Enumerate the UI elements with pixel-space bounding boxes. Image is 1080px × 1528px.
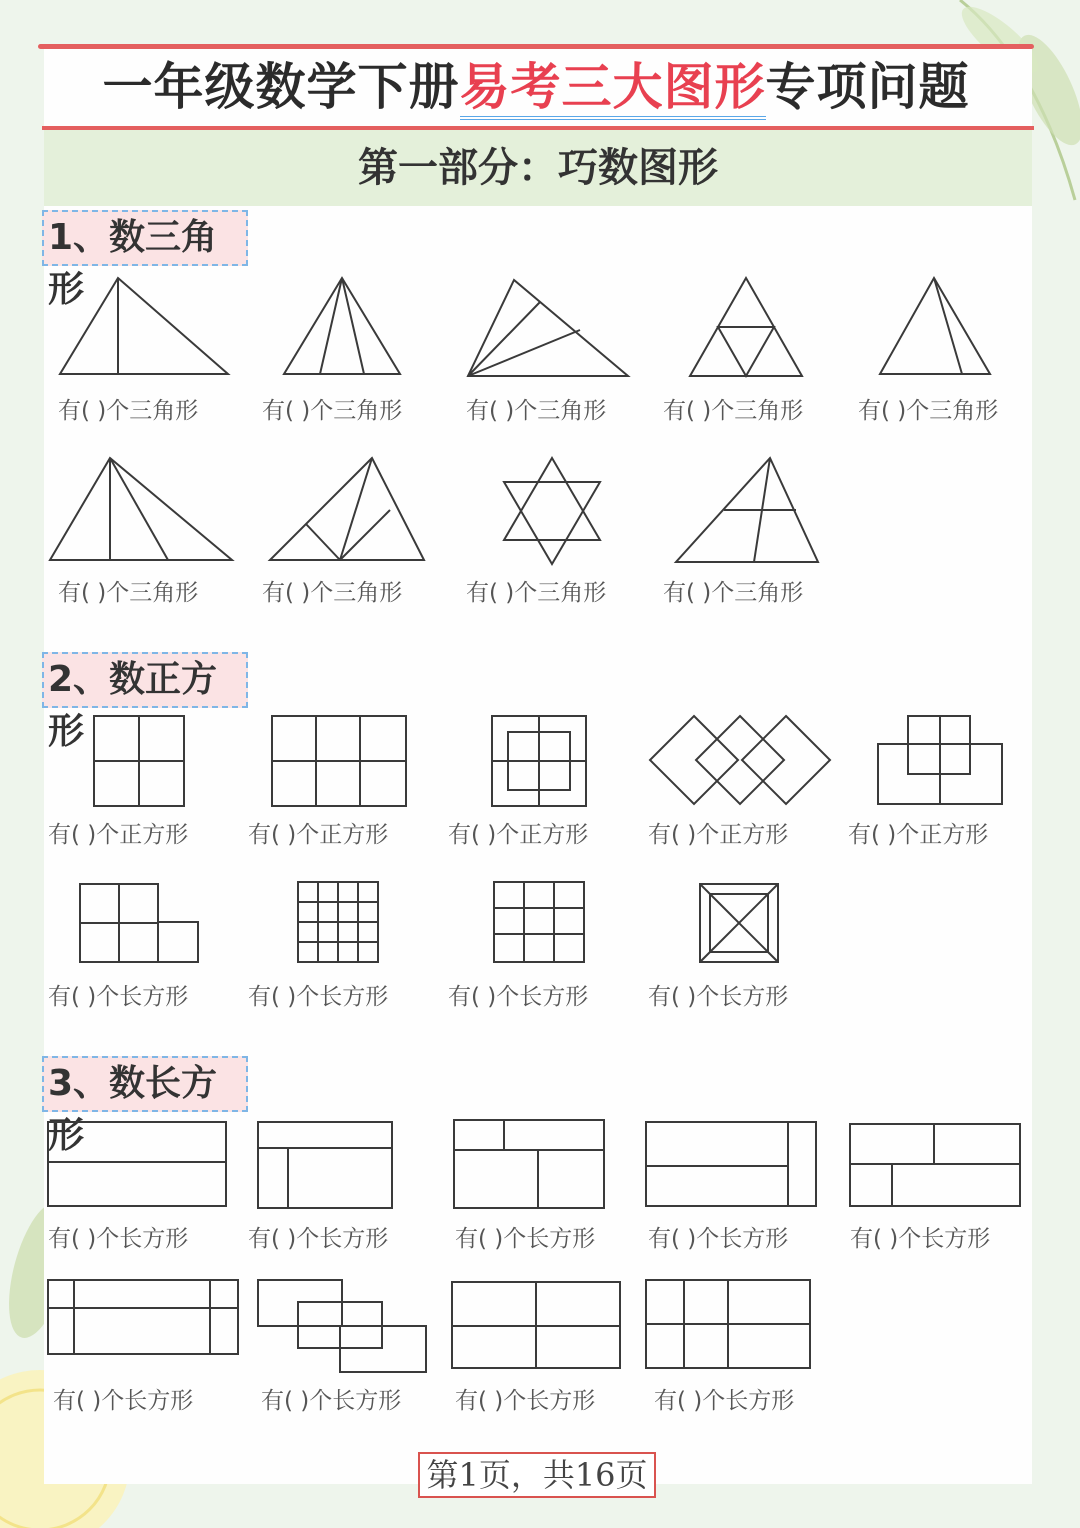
rectangle-figure-b1 [44, 1118, 230, 1212]
rectangle-figure-b2 [254, 1118, 396, 1212]
square-caption-4: 有( )个正方形 [648, 822, 789, 848]
triangle-caption-2: 有( )个三角形 [262, 398, 403, 424]
rectangle-caption-b7: 有( )个长方形 [261, 1388, 402, 1414]
square-figure-3 [488, 712, 590, 810]
title-part-2: 专项问题 [765, 58, 970, 116]
square-figure-4 [648, 712, 832, 808]
triangle-caption-4: 有( )个三角形 [663, 398, 804, 424]
triangle-figure-5 [874, 272, 994, 382]
title-highlight: 易考三大图形 [460, 58, 766, 120]
rectangle-caption-b3: 有( )个长方形 [455, 1226, 596, 1252]
rectangle-caption-a3: 有( )个长方形 [448, 984, 589, 1010]
rectangle-caption-b5: 有( )个长方形 [850, 1226, 991, 1252]
star-figure-8 [496, 454, 608, 568]
square-figure-1 [90, 712, 190, 810]
rectangle-caption-a4: 有( )个长方形 [648, 984, 789, 1010]
rectangle-figure-b7 [254, 1276, 430, 1376]
section-heading-squares: 2、数正方形 [42, 652, 248, 708]
page-title [38, 55, 1034, 119]
square-caption-1: 有( )个正方形 [48, 822, 189, 848]
triangle-figure-1 [50, 272, 240, 382]
triangle-figure-2 [276, 272, 406, 382]
square-caption-3: 有( )个正方形 [448, 822, 589, 848]
section-heading-rectangles: 3、数长方形 [42, 1056, 248, 1112]
rectangle-caption-b4: 有( )个长方形 [648, 1226, 789, 1252]
triangle-figure-6 [46, 452, 236, 566]
page-number-footer: 第1页，共16页 [418, 1452, 656, 1498]
triangle-figure-9 [672, 452, 824, 566]
section-heading-triangles: 1、数三角形 [42, 210, 248, 266]
part-heading: 第一部分：巧数图形 [44, 130, 1032, 206]
triangle-caption-1: 有( )个三角形 [58, 398, 199, 424]
triangle-caption-7: 有( )个三角形 [262, 580, 403, 606]
rectangle-caption-b9: 有( )个长方形 [654, 1388, 795, 1414]
square-figure-5 [874, 712, 1006, 810]
rectangle-caption-a2: 有( )个长方形 [248, 984, 389, 1010]
triangle-caption-6: 有( )个三角形 [58, 580, 199, 606]
rectangle-figure-a1 [76, 880, 202, 966]
rectangle-figure-a4 [696, 880, 782, 966]
rectangle-caption-b6: 有( )个长方形 [53, 1388, 194, 1414]
rectangle-figure-b5 [846, 1120, 1024, 1212]
triangle-caption-9: 有( )个三角形 [663, 580, 804, 606]
rectangle-figure-b9 [642, 1276, 814, 1374]
triangle-caption-5: 有( )个三角形 [858, 398, 999, 424]
rectangle-figure-b8 [448, 1278, 624, 1374]
square-caption-2: 有( )个正方形 [248, 822, 389, 848]
rectangle-caption-b1: 有( )个长方形 [48, 1226, 189, 1252]
rectangle-figure-a3 [490, 878, 588, 968]
title-part-1: 一年级数学下册 [102, 58, 460, 116]
rectangle-figure-b4 [642, 1118, 820, 1212]
rectangle-figure-b3 [450, 1116, 610, 1212]
triangle-figure-4 [684, 272, 808, 382]
rectangle-caption-a1: 有( )个长方形 [48, 984, 189, 1010]
rectangle-figure-b6 [44, 1276, 244, 1358]
rectangle-caption-b8: 有( )个长方形 [455, 1388, 596, 1414]
square-caption-5: 有( )个正方形 [848, 822, 989, 848]
triangle-caption-3: 有( )个三角形 [466, 398, 607, 424]
triangle-figure-7 [266, 452, 428, 566]
rectangle-figure-a2 [294, 878, 384, 968]
triangle-caption-8: 有( )个三角形 [466, 580, 607, 606]
top-accent-line [38, 44, 1034, 49]
square-figure-2 [268, 712, 410, 810]
triangle-figure-3 [462, 272, 634, 382]
rectangle-caption-b2: 有( )个长方形 [248, 1226, 389, 1252]
